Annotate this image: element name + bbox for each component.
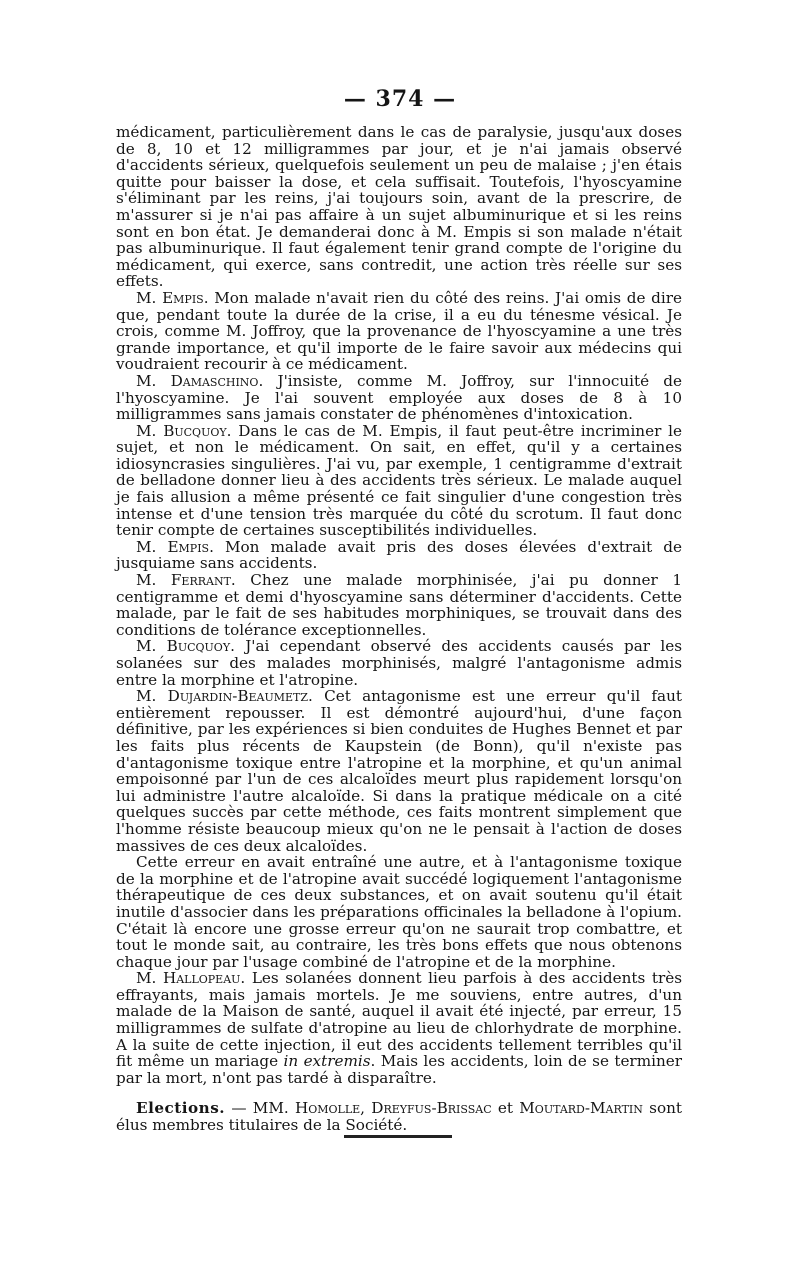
speaker-text-end: . Mais les accidents, loin de se terminer par la mort, n'ont pas tardé à disparaître.: [116, 1052, 682, 1087]
speaker-name: M. Ferrant.: [136, 571, 236, 590]
speaker-name: M. Empis.: [136, 288, 209, 307]
speaker-text: Dans le cas de M. Empis, il faut peut-être incriminer le sujet, et non le médicament. On sait, en effet, qu'il y a certaines idiosyncrasies singulières. J'ai vu, par exemple, 1 centigramme d'extrait de belladone donner lieu à des accidents très sérieux. Le malade auquel je fais allusion a même présenté ce fait singulier d'une congestion très intense et d'une tension très marquée du côté du scrotum. Il faut donc tenir compte de certaines susceptibilités individuelles.: [116, 421, 683, 540]
paragraph-continued: médicament, particulièrement dans le cas de paralysie, jusqu'aux doses de 8, 10 et 12 milligrammes par jour, et je n'ai jamais observé d'accidents sérieux, quelquefois seulement un peu de malaise ; j'en étais quitte pour baisser la dose, et cela suffisait. Toutefois, l'hyoscyamine s'éliminant par les reins, j'ai toujours soin, avant de la prescrire, de m'assurer si je n'ai pas affaire à un sujet albuminurique et si les reins sont en bon état. Je demanderai donc à M. Empis si son malade n'était pas albuminurique. Il faut également tenir grand compte de l'origine du médicament, qui exerce, sans contredit, une action très réelle sur ses effets.: [116, 123, 682, 291]
elected-name: Moutard-Martin: [519, 1099, 643, 1118]
paragraph-bucquoy-2: [116, 638, 682, 688]
speaker-text: Chez une malade morphinisée, j'ai pu donner 1 centigramme et demi d'hyoscyamine sans déterminer d'accidents. Cette malade, par le fait de ses habitudes morphiniques, se trouvait dans des conditions de tolérance exceptionnelles.: [116, 571, 682, 639]
speaker-name: M. Empis.: [136, 537, 214, 556]
speaker-text: Cet antagonisme est une erreur qu'il faut entièrement repousser. Il est démontré aujourd'hui, d'une façon définitive, par les expériences si bien conduites de Hughes Bennet et par les faits plus récents de Kaupstein (de Bonn), qu'il n'existe pas d'antagonisme toxique entre l'atropine et la morphine, et qu'un animal empoisonné par l'un de ces alcaloïdes meurt plus rapidement lorsqu'on lui administre l'autre alcaloïde. Si dans la pratique médicale on a cité quelques succès par cette méthode, ces faits montrent simplement que l'homme résiste beaucoup mieux qu'on ne le pensait à l'action de doses massives de ces deux alcaloïdes.: [116, 687, 682, 855]
paragraph-damaschino: [116, 373, 682, 423]
body-text: [116, 124, 682, 1134]
speaker-text: Mon malade n'avait rien du côté des reins. J'ai omis de dire que, pendant toute la durée de la crise, il a eu du ténesme vésical. Je crois, comme M. Joffroy, que la provenance de l'hyoscyamine a une très grande importance, et qu'il importe de le faire savoir aux médecins qui voudraient recourir à ce médicament.: [116, 288, 682, 374]
paragraph-hallopeau: [116, 970, 682, 1086]
paragraph-empis-2: [116, 539, 682, 572]
italic-phrase: in extremis: [283, 1052, 371, 1071]
separator: ,: [360, 1099, 372, 1118]
speaker-text: Les solanées donnent lieu parfois à des accidents très effrayants, mais jamais mortels. Je me souviens, entre autres, d'un malade de la Maison de santé, auquel il avait été injecté, par erreur, 15 milligrammes de sulfate d'atropine au lieu de chlorhydrate de morphine. A la suite de cette injection, il eut des accidents tellement terribles qu'il fit même un mariage: [116, 969, 682, 1071]
elected-name: Dreyfus-Brissac: [371, 1099, 492, 1118]
speaker-text: J'insiste, comme M. Joffroy, sur l'innocuité de l'hyoscyamine. Je l'ai souvent employée aux doses de 8 à 10 milligrammes sans jamais constater de phénomènes d'intoxication.: [116, 371, 682, 424]
speaker-name: M. Damaschino.: [136, 371, 264, 390]
speaker-text: J'ai cependant observé des accidents causés par les solanées sur des malades morphinisés, malgré l'antagonisme admis entre la morphine et l'atropine.: [116, 637, 682, 689]
speaker-name: M. Dujardin-Beaumetz.: [136, 687, 313, 706]
paragraph-ferrant: [116, 572, 682, 638]
elections-dash: — MM.: [225, 1099, 295, 1118]
speaker-name: M. Bucquoy.: [136, 421, 232, 440]
paragraph-bucquoy-1: [116, 423, 682, 539]
paragraph-continuation: Cette erreur en avait entraîné une autre, et à l'antagonisme toxique de la morphine et de l'atropine avait succédé logiquement l'antagonisme thérapeutique de ces deux substances, et on avait soutenu qu'il était inutile d'associer dans les préparations officinales la belladone à l'opium. C'était là encore une grosse erreur qu'on ne saurait trop combattre, et tout le monde sait, au contraire, les très bons effets que nous obtenons chaque jour par l'usage combiné de l'atropine et de la morphine.: [116, 853, 682, 971]
page-number: — 374 —: [343, 86, 457, 112]
elections-notice: [116, 1100, 682, 1133]
speaker-text: Mon malade avait pris des doses élevées d'extrait de jusquiame sans accidents.: [116, 537, 682, 573]
separator: et: [491, 1099, 520, 1118]
paragraph-dujardin-beaumetz: [116, 688, 682, 854]
elected-name: Homolle: [294, 1099, 361, 1118]
speaker-name: M. Hallopeau.: [136, 969, 246, 988]
paragraph-empis-1: [116, 290, 682, 373]
elections-text: sont élus membres titulaires de la Société.: [116, 1099, 682, 1135]
elections-label: Elections.: [136, 1099, 226, 1118]
section-divider: [344, 1135, 452, 1138]
speaker-name: M. Bucquoy.: [136, 637, 235, 656]
